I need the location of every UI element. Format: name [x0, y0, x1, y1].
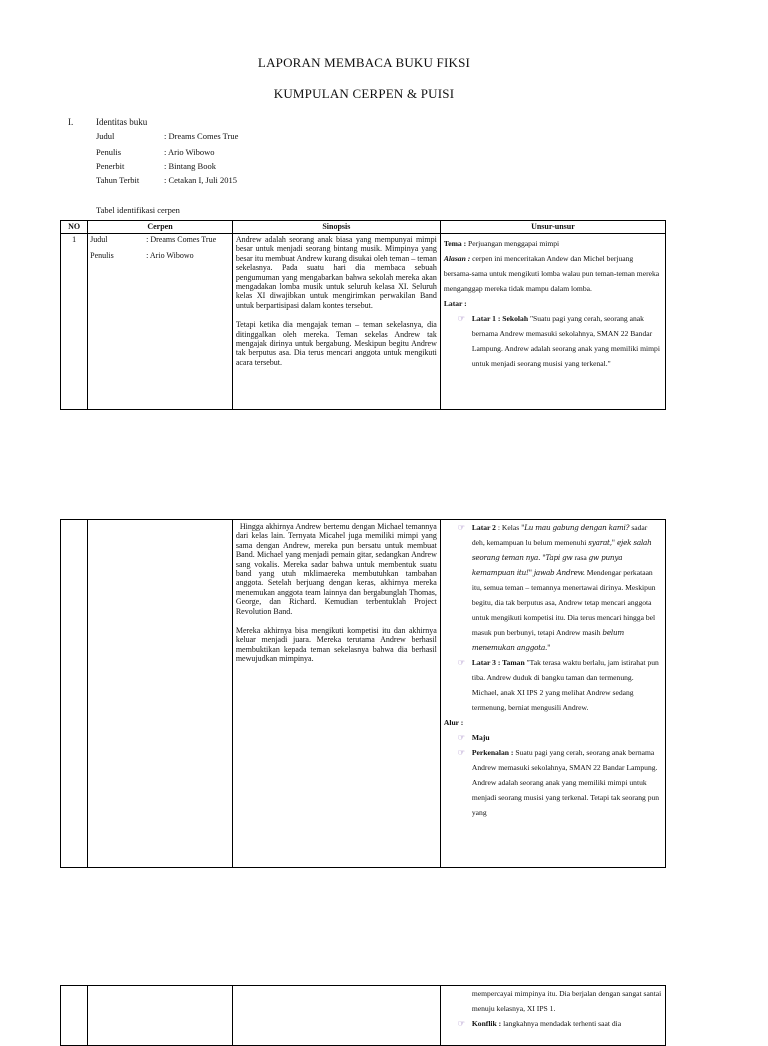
identity-label: Tahun Terbit: [96, 175, 140, 185]
sinopsis-cell: [232, 986, 440, 1046]
row-number: 1: [61, 234, 88, 410]
alur-label: Alur :: [443, 718, 464, 727]
tema-label: Tema :: [443, 239, 467, 248]
table-header-row: [61, 221, 666, 234]
judul-value: : Dreams Comes True: [146, 235, 217, 244]
unsur-cell: [440, 986, 665, 1046]
penulis-label: Penulis: [90, 251, 114, 260]
cerpen-cell: [88, 986, 233, 1046]
perkenalan-continued: mempercayai mimpinya itu. Dia berjalan dengan sangat santai menuju kelasnya, XI IPS 1.: [471, 989, 662, 1013]
header-sinopsis: Sinopsis: [232, 221, 440, 234]
cerpen-table-page1: [60, 220, 666, 410]
section-heading: Identitas buku: [96, 117, 148, 127]
sinopsis-paragraph: Mereka akhirnya bisa mengikuti kompetisi itu dan akhirnya keluar menjadi juara. Mereka terutama Andrew berhasil membuktikan kepada teman sekelasnya bahwa dia berhasil mewujudkan mimpinya.: [235, 626, 437, 664]
table-row: [61, 234, 666, 410]
alasan-text: cerpen ini menceritakan Andew dan Michel berjuang bersama-sama untuk mengikuti lomba walau pun teman-teman mereka menganggap mereka tidak mampu dalam lomba.: [443, 254, 660, 293]
identity-value: : Bintang Book: [164, 161, 216, 171]
unsur-cell: [440, 234, 665, 410]
section-number: I.: [68, 117, 74, 127]
latar2-quote-a: "Lu mau gabung dengan kami?: [521, 523, 632, 532]
identity-value: : Ario Wibowo: [164, 147, 215, 157]
latar2-quote-d: rasa: [574, 553, 589, 562]
report-title: LAPORAN MEMBACA BUKU FIKSI: [257, 55, 471, 70]
maju-label: Maju: [471, 733, 490, 742]
konflik-text: langkahnya mendadak terhenti saat dia: [501, 1019, 622, 1028]
identity-row-tahun: [96, 175, 237, 185]
latar3-content: [472, 655, 662, 715]
alasan-line: [444, 251, 662, 296]
cerpen-table-page2: [60, 519, 666, 868]
latar2-label: Latar 2: [471, 523, 496, 532]
cerpen-table-page3: [60, 985, 666, 1046]
latar2-place: : Kelas: [495, 523, 522, 532]
header-unsur: Unsur-unsur: [440, 221, 665, 234]
tema-line: [444, 236, 662, 251]
latar3-label: Latar 3: [471, 658, 496, 667]
bullet-hand-icon: ☞: [457, 748, 466, 757]
alasan-label: Alasan :: [443, 254, 471, 263]
latar2-quote-g: belum menemukan anggota.": [471, 628, 625, 652]
maju-item: [444, 730, 662, 745]
latar3-place: : Taman: [495, 658, 525, 667]
latar2-quote-b: sadar deh, kemampuan lu belum memenuhi: [471, 523, 648, 547]
latar2-content: [472, 520, 662, 655]
identity-value: : Cetakan I, Juli 2015: [164, 175, 237, 185]
bullet-hand-icon: ☞: [457, 658, 466, 667]
konflik-label: Konflik :: [471, 1019, 502, 1028]
bullet-hand-icon: ☞: [457, 733, 466, 742]
latar2-item: [444, 520, 662, 655]
unsur-cell: [440, 520, 665, 868]
latar2-quote-f: Mendengar perkataan itu, semua teman – temannya menertawai dirinya. Meskipun begitu, dia tak berputus asa, Andrew tetap mencari anggota untuk mengikuti kompetisi itu. Dia terus mencari hingga bel masuk pun berbunyi, tetapi Andrew masih: [471, 568, 656, 637]
table-row: [61, 986, 666, 1046]
penulis-value: : Ario Wibowo: [146, 251, 194, 260]
latar1-label: Latar 1 : Sekolah: [471, 314, 529, 323]
latar2-quote-e: gw punya kemampuan itu!" jawab Andrew.: [471, 553, 623, 577]
latar1-content: [472, 311, 662, 371]
judul-label: Judul: [90, 235, 108, 244]
perkenalan-text: Suatu pagi yang cerah, seorang anak bernama Andrew memasuki sekolahnya, SMAN 22 Bandar Lampung. Andrew adalah seorang anak yang memiliki mimpi untuk menjadi seorang musisi yang terkenal. Tetapi tak seorang pun yang: [471, 748, 660, 817]
report-subtitle: KUMPULAN CERPEN & PUISI: [273, 86, 455, 101]
perkenalan-item: [444, 745, 662, 820]
header-cerpen: Cerpen: [88, 221, 233, 234]
row-number: [61, 520, 88, 868]
sinopsis-paragraph: Andrew adalah seorang anak biasa yang mempunyai mimpi besar untuk menjadi seorang bintang musik. Mimpinya yang besar itu membuat Andrew kurang disukai oleh teman – teman sekelasnya. Pada suatu hari dia membaca sebuah pengumuman yang mengabarkan bahwa sekolah mereka akan mengadakan lomba musik untuk seluruh kelasa XI. Seluruh kelas XI diwajibkan untuk mengirimkan perwakilan Band untuk berpartisipasi dalam kontes tersebut.: [235, 235, 437, 310]
table-caption: Tabel identifikasi cerpen: [96, 205, 180, 215]
sinopsis-paragraph: Tetapi ketika dia mengajak teman – teman sekelasnya, dia ditinggalkan oleh mereka. Teman sekelas Andrew tak mengajak dirinya untuk bergabung. Meskipun begitu Andrew tak berputus asa. Dia terus mencari anggota untuk mengikuti acara tersebut.: [235, 320, 437, 367]
sinopsis-cell: [232, 234, 440, 410]
identity-row-judul: [96, 131, 238, 141]
bullet-hand-icon: ☞: [457, 1019, 466, 1028]
identity-label: Penulis: [96, 147, 122, 157]
latar1-item: [444, 311, 662, 371]
cerpen-cell: [88, 520, 233, 868]
latar3-item: [444, 655, 662, 715]
sinopsis-cell: [232, 520, 440, 868]
header-no: NO: [61, 221, 88, 234]
identity-row-penerbit: [96, 161, 216, 171]
latar-label: Latar :: [443, 299, 467, 308]
perkenalan-label: Perkenalan :: [471, 748, 514, 757]
row-number: [61, 986, 88, 1046]
latar3-text: "Tak terasa waktu berlalu, jam istirahat pun tiba. Andrew duduk di bangku taman dan termenung. Michael, anak XI IPS 2 yang melihat Andrew sedang termenung, berniat mengusili Andrew.: [471, 658, 659, 712]
cerpen-cell: [88, 234, 233, 410]
table-row: [61, 520, 666, 868]
bullet-hand-icon: ☞: [457, 523, 466, 532]
identity-label: Penerbit: [96, 161, 125, 171]
tema-text: Perjuangan menggapai mimpi: [466, 239, 560, 248]
identity-value: : Dreams Comes True: [164, 131, 239, 141]
latar2-quote-c: syarat," ejek salah seorang teman nya. "Tapi gw: [471, 538, 652, 562]
sinopsis-paragraph: Hingga akhirnya Andrew bertemu dengan Michael temannya dari kelas lain. Ternyata Micahel juga memiliki mimpi yang sama dengan Andrew, mereka pun bersatu untuk membuat Band. Michael yang menjadi pemain gitar, sedangkan Andrew sang vokalis. Mereka sadar bahwa untuk membentuk suatu band yang utuh mklimaereka membutuhkan tambahan anggota. Setelah berjuang dengan keras, akhirnya mereka menemukan anggota team lainnya dan bergabunglah Thomas, George, dan Richard. Kemudian terbentuklah Project Revolution Band.: [235, 522, 437, 616]
identity-label: Judul: [96, 131, 115, 141]
identity-row-penulis: [96, 147, 215, 157]
bullet-hand-icon: ☞: [457, 314, 466, 323]
latar1-text: "Suatu pagi yang cerah, seorang anak bernama Andrew memasuki sekolahnya, SMAN 22 Bandar Lampung. Andrew adalah seorang anak yang memiliki mimpi untuk menjadi seorang musisi yang terkenal.": [471, 314, 660, 368]
perkenalan-content: [472, 745, 662, 820]
